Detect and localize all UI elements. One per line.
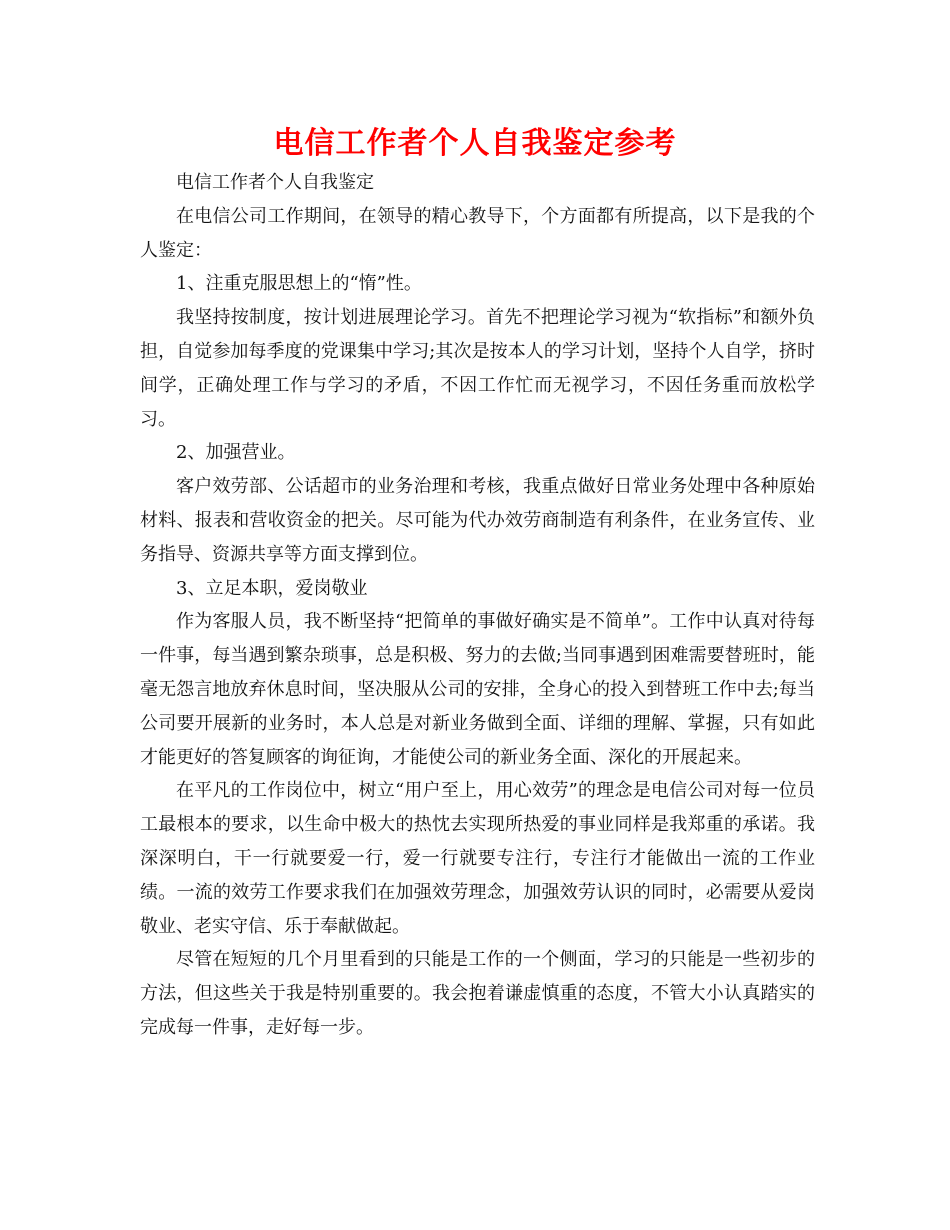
document-body	[140, 166, 815, 1045]
intro-paragraph: 在电信公司工作期间，在领导的精心教导下，个方面都有所提高，以下是我的个人鉴定：	[140, 205, 815, 261]
subtitle-paragraph: 电信工作者个人自我鉴定	[176, 172, 374, 193]
body-paragraph-4: 在平凡的工作岗位中，树立“用户至上，用心效劳”的理念是电信公司对每一位员工最根本的要求，以生命中极大的热忱去实现所热爱的事业同样是我郑重的承诺。我深深明白，干一行就要爱一行，爱一行就要专注行，专注行才能做出一流的工作业绩。一流的效劳工作要求我们在加强效劳理念，加强效劳认识的同时，必需要从爱岗敬业、老实守信、乐于奉献做起。	[140, 780, 815, 937]
section-heading-3: 3、立足本职，爱岗敬业	[176, 577, 368, 599]
section-heading-1: 1、注重克服思想上的“惰”性。	[176, 273, 422, 295]
section-paragraph-2: 客户效劳部、公话超市的业务治理和考核，我重点做好日常业务处理中各种原始材料、报表和营收资金的把关。尽可能为代办效劳商制造有利条件，在业务宣传、业务指导、资源共享等方面支撑到位。	[140, 476, 815, 565]
closing-paragraph: 尽管在短短的几个月里看到的只能是工作的一个侧面，学习的只能是一些初步的方法，但这些关于我是特别重要的。我会抱着谦虚慎重的态度，不管大小认真踏实的完成每一件事，走好每一步。	[140, 949, 815, 1038]
section-heading-2: 2、加强营业。	[176, 442, 296, 464]
document-title: 电信工作者个人自我鉴定参考	[273, 126, 677, 161]
section-paragraph-1: 我坚持按制度，按计划进展理论学习。首先不把理论学习视为“软指标”和额外负担，自觉参加每季度的党课集中学习;其次是按本人的学习计划，坚持个人自学，挤时间学，正确处理工作与学习的矛盾，不因工作忙而无视学习，不因任务重而放松学习。	[140, 307, 815, 430]
section-paragraph-3: 作为客服人员，我不断坚持“把简单的事做好确实是不简单”。工作中认真对待每一件事，每当遇到繁杂琐事，总是积极、努力的去做;当同事遇到困难需要替班时，能毫无怨言地放弃休息时间，坚决服从公司的安排，全身心的投入到替班工作中去;每当公司要开展新的业务时，本人总是对新业务做到全面、详细的理解、掌握，只有如此才能更好的答复顾客的询征询，才能使公司的新业务全面、深化的开展起来。	[140, 611, 815, 768]
